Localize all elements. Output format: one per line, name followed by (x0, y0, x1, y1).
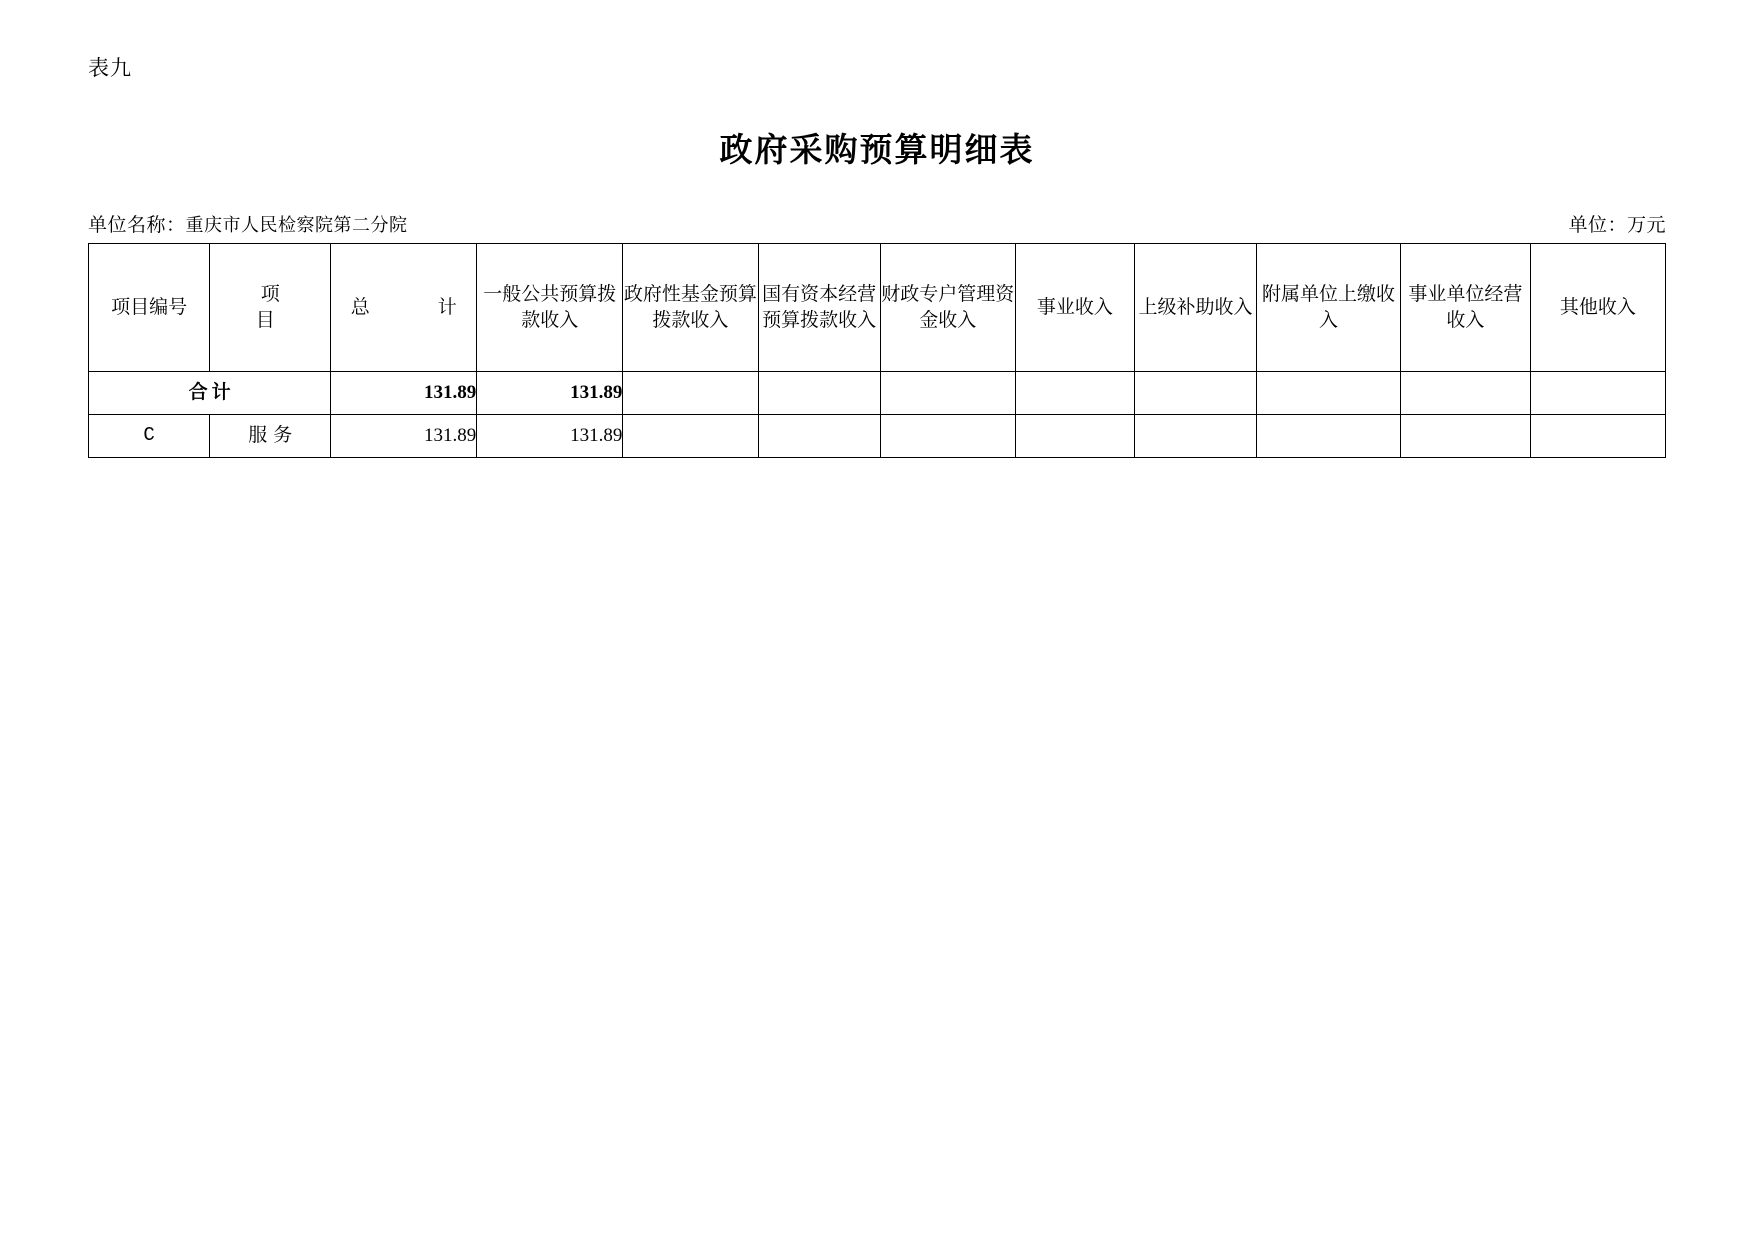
procurement-budget-table (88, 243, 1666, 458)
cell-superior-subsidy (1134, 415, 1256, 458)
cell-total-label: 合计 (89, 372, 331, 415)
cell-general-public-budget: 131.89 (477, 372, 623, 415)
cell-business-income (1015, 372, 1134, 415)
column-header-fiscal-special-account: 财政专户管理资金收入 (880, 244, 1015, 372)
cell-state-capital-budget (758, 415, 880, 458)
cell-fiscal-special-account (880, 415, 1015, 458)
cell-item-code: C (89, 415, 210, 458)
cell-business-unit-operating (1400, 415, 1530, 458)
unit-name-label: 单位名称： (88, 215, 186, 236)
cell-subordinate-payment (1257, 372, 1401, 415)
column-header-business-unit-operating: 事业单位经营收入 (1400, 244, 1530, 372)
table-row (89, 415, 1666, 458)
budget-table-wrapper (88, 243, 1666, 458)
cell-gov-fund-budget (623, 372, 758, 415)
cell-gov-fund-budget (623, 415, 758, 458)
cell-superior-subsidy (1134, 372, 1256, 415)
cell-business-unit-operating (1400, 372, 1530, 415)
column-header-gov-fund-budget: 政府性基金预算拨款收入 (623, 244, 758, 372)
cell-total: 131.89 (331, 372, 477, 415)
sheet-label: 表九 (88, 56, 132, 80)
column-header-subordinate-payment: 附属单位上缴收入 (1257, 244, 1401, 372)
column-header-total: 总 计 (331, 244, 477, 372)
column-header-item-code: 项目编号 (89, 244, 210, 372)
unit-name-value: 重庆市人民检察院第二分院 (185, 215, 408, 235)
cell-subordinate-payment (1257, 415, 1401, 458)
column-header-general-public-budget: 一般公共预算拨款收入 (477, 244, 623, 372)
cell-other-income (1530, 372, 1665, 415)
cell-other-income (1530, 415, 1665, 458)
table-row (89, 372, 1666, 415)
page-title: 政府采购预算明细表 (719, 130, 1035, 169)
cell-item-name: 服务 (210, 415, 331, 458)
table-header-row (89, 244, 1666, 372)
cell-fiscal-special-account (880, 372, 1015, 415)
amount-unit-label: 单位：万元 (1568, 215, 1666, 236)
column-header-other-income: 其他收入 (1530, 244, 1665, 372)
cell-state-capital-budget (758, 372, 880, 415)
column-header-state-capital-budget: 国有资本经营预算拨款收入 (758, 244, 880, 372)
column-header-item-name: 项 目 (210, 244, 331, 372)
cell-general-public-budget: 131.89 (477, 415, 623, 458)
unit-name-block (88, 210, 408, 237)
column-header-superior-subsidy: 上级补助收入 (1134, 244, 1256, 372)
cell-total: 131.89 (331, 415, 477, 458)
cell-business-income (1015, 415, 1134, 458)
table-meta-row (88, 210, 1666, 237)
column-header-business-income: 事业收入 (1015, 244, 1134, 372)
